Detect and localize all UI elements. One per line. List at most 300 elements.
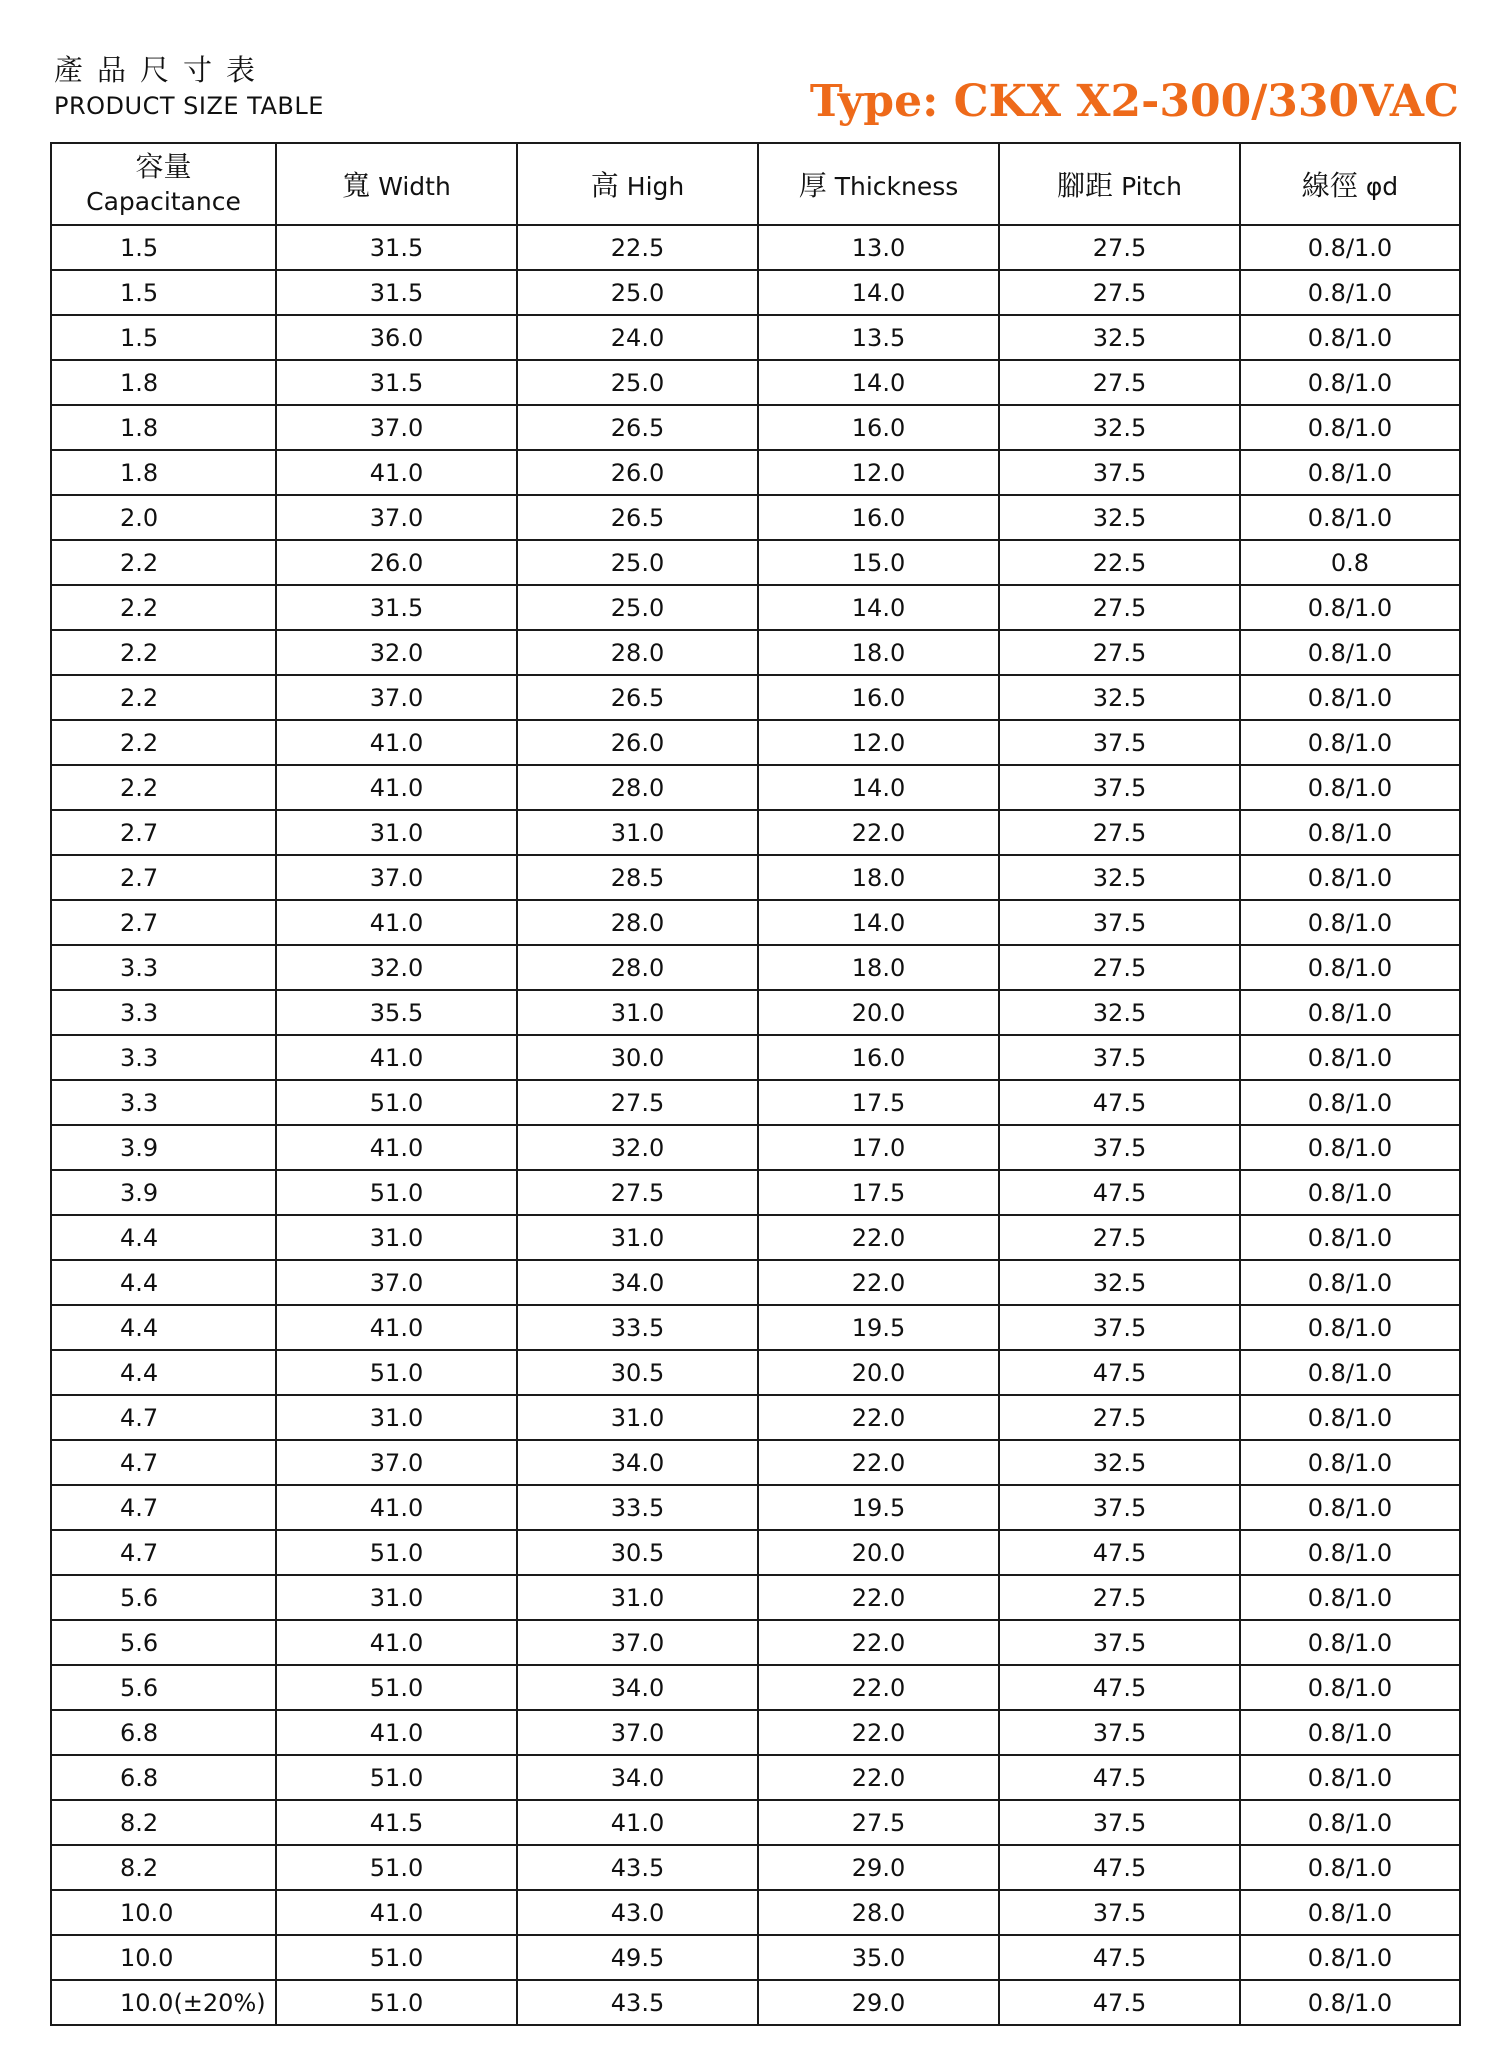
cell-width: 51.0 [276,1755,517,1800]
cell-thickness: 12.0 [758,720,999,765]
cell-thickness: 22.0 [758,810,999,855]
cell-wire-diameter: 0.8/1.0 [1240,1350,1460,1395]
cell-width: 51.0 [276,1530,517,1575]
cell-wire-diameter: 0.8/1.0 [1240,225,1460,270]
cell-wire-diameter: 0.8/1.0 [1240,1980,1460,2025]
product-size-table [50,142,1461,2026]
table-row [51,225,1460,270]
cell-capacitance: 6.8 [51,1755,276,1800]
cell-high: 34.0 [517,1755,758,1800]
cell-wire-diameter: 0.8 [1240,540,1460,585]
cell-pitch: 32.5 [999,1260,1240,1305]
cell-pitch: 27.5 [999,945,1240,990]
cell-width: 51.0 [276,1935,517,1980]
cell-width: 41.0 [276,450,517,495]
cell-thickness: 17.0 [758,1125,999,1170]
cell-pitch: 37.5 [999,900,1240,945]
cell-wire-diameter: 0.8/1.0 [1240,810,1460,855]
cell-width: 41.0 [276,900,517,945]
column-header-en: High [626,172,685,201]
column-header-en: Thickness [834,172,959,201]
cell-thickness: 20.0 [758,1350,999,1395]
cell-high: 43.5 [517,1980,758,2025]
cell-pitch: 27.5 [999,1395,1240,1440]
cell-width: 51.0 [276,1980,517,2025]
cell-wire-diameter: 0.8/1.0 [1240,1755,1460,1800]
cell-high: 30.0 [517,1035,758,1080]
cell-thickness: 14.0 [758,585,999,630]
cell-width: 41.0 [276,720,517,765]
cell-capacitance: 4.4 [51,1215,276,1260]
cell-width: 31.0 [276,810,517,855]
cell-thickness: 16.0 [758,675,999,720]
cell-width: 26.0 [276,540,517,585]
column-header-cn: 容量 [135,149,192,183]
cell-capacitance: 5.6 [51,1575,276,1620]
cell-capacitance: 1.5 [51,225,276,270]
column-header-en: φd [1365,172,1399,201]
cell-capacitance: 2.2 [51,630,276,675]
cell-wire-diameter: 0.8/1.0 [1240,1035,1460,1080]
cell-thickness: 22.0 [758,1620,999,1665]
cell-wire-diameter: 0.8/1.0 [1240,1935,1460,1980]
table-row [51,630,1460,675]
table-row [51,990,1460,1035]
cell-pitch: 47.5 [999,1530,1240,1575]
cell-wire-diameter: 0.8/1.0 [1240,1305,1460,1350]
cell-pitch: 47.5 [999,1845,1240,1890]
cell-high: 34.0 [517,1665,758,1710]
table-row [51,1845,1460,1890]
cell-wire-diameter: 0.8/1.0 [1240,270,1460,315]
cell-high: 37.0 [517,1620,758,1665]
cell-width: 37.0 [276,1260,517,1305]
cell-width: 51.0 [276,1845,517,1890]
cell-wire-diameter: 0.8/1.0 [1240,495,1460,540]
table-row [51,900,1460,945]
cell-wire-diameter: 0.8/1.0 [1240,675,1460,720]
cell-wire-diameter: 0.8/1.0 [1240,1125,1460,1170]
cell-capacitance: 1.8 [51,405,276,450]
table-row [51,405,1460,450]
column-header-en: Pitch [1121,172,1182,201]
table-row [51,1755,1460,1800]
cell-pitch: 47.5 [999,1665,1240,1710]
table-row [51,1800,1460,1845]
cell-wire-diameter: 0.8/1.0 [1240,1170,1460,1215]
cell-high: 31.0 [517,1215,758,1260]
cell-wire-diameter: 0.8/1.0 [1240,900,1460,945]
cell-pitch: 47.5 [999,1755,1240,1800]
table-body [51,225,1460,2025]
cell-high: 28.0 [517,630,758,675]
cell-thickness: 18.0 [758,855,999,900]
cell-thickness: 17.5 [758,1170,999,1215]
cell-pitch: 37.5 [999,450,1240,495]
cell-high: 33.5 [517,1305,758,1350]
cell-pitch: 37.5 [999,1620,1240,1665]
cell-thickness: 20.0 [758,990,999,1035]
cell-thickness: 22.0 [758,1395,999,1440]
cell-wire-diameter: 0.8/1.0 [1240,630,1460,675]
cell-high: 30.5 [517,1350,758,1395]
cell-width: 51.0 [276,1350,517,1395]
cell-high: 33.5 [517,1485,758,1530]
cell-high: 31.0 [517,1575,758,1620]
cell-width: 41.0 [276,1620,517,1665]
cell-capacitance: 10.0 [51,1935,276,1980]
cell-high: 28.5 [517,855,758,900]
cell-capacitance: 10.0(±20%) [51,1980,276,2025]
cell-high: 31.0 [517,990,758,1035]
cell-capacitance: 2.0 [51,495,276,540]
page-title-chinese: 產品尺寸表 [54,53,270,87]
table-row [51,450,1460,495]
column-header-cn: 高 [590,169,619,202]
cell-capacitance: 1.8 [51,450,276,495]
cell-width: 41.5 [276,1800,517,1845]
cell-high: 37.0 [517,1710,758,1755]
cell-pitch: 37.5 [999,1800,1240,1845]
cell-pitch: 47.5 [999,1170,1240,1215]
cell-capacitance: 4.7 [51,1440,276,1485]
table-row [51,1440,1460,1485]
column-header-cn: 厚 [798,169,827,202]
column-header-high [517,143,758,225]
cell-pitch: 32.5 [999,990,1240,1035]
cell-thickness: 22.0 [758,1575,999,1620]
cell-capacitance: 8.2 [51,1845,276,1890]
cell-pitch: 37.5 [999,1485,1240,1530]
table-row [51,1890,1460,1935]
cell-thickness: 12.0 [758,450,999,495]
cell-wire-diameter: 0.8/1.0 [1240,405,1460,450]
cell-pitch: 27.5 [999,810,1240,855]
cell-capacitance: 4.4 [51,1260,276,1305]
cell-capacitance: 6.8 [51,1710,276,1755]
cell-high: 34.0 [517,1440,758,1485]
cell-high: 25.0 [517,585,758,630]
cell-wire-diameter: 0.8/1.0 [1240,585,1460,630]
cell-capacitance: 3.3 [51,1080,276,1125]
cell-pitch: 47.5 [999,1980,1240,2025]
cell-thickness: 20.0 [758,1530,999,1575]
cell-wire-diameter: 0.8/1.0 [1240,1530,1460,1575]
cell-width: 31.5 [276,270,517,315]
table-row [51,765,1460,810]
cell-width: 51.0 [276,1080,517,1125]
cell-pitch: 27.5 [999,1215,1240,1260]
cell-wire-diameter: 0.8/1.0 [1240,315,1460,360]
cell-capacitance: 2.7 [51,900,276,945]
cell-high: 24.0 [517,315,758,360]
cell-capacitance: 10.0 [51,1890,276,1935]
cell-wire-diameter: 0.8/1.0 [1240,450,1460,495]
cell-high: 30.5 [517,1530,758,1575]
cell-pitch: 27.5 [999,630,1240,675]
cell-capacitance: 3.9 [51,1170,276,1215]
cell-high: 32.0 [517,1125,758,1170]
cell-wire-diameter: 0.8/1.0 [1240,1665,1460,1710]
cell-capacitance: 1.8 [51,360,276,405]
cell-thickness: 19.5 [758,1305,999,1350]
table-row [51,855,1460,900]
cell-pitch: 47.5 [999,1935,1240,1980]
cell-thickness: 14.0 [758,765,999,810]
cell-width: 41.0 [276,1305,517,1350]
cell-thickness: 14.0 [758,900,999,945]
cell-width: 41.0 [276,1890,517,1935]
cell-high: 31.0 [517,1395,758,1440]
table-row [51,495,1460,540]
cell-width: 51.0 [276,1665,517,1710]
cell-wire-diameter: 0.8/1.0 [1240,1575,1460,1620]
table-row [51,1260,1460,1305]
table-row [51,1305,1460,1350]
cell-wire-diameter: 0.8/1.0 [1240,1215,1460,1260]
cell-width: 35.5 [276,990,517,1035]
cell-capacitance: 2.2 [51,585,276,630]
cell-width: 41.0 [276,765,517,810]
table-row [51,720,1460,765]
cell-thickness: 17.5 [758,1080,999,1125]
table-row [51,270,1460,315]
cell-capacitance: 8.2 [51,1800,276,1845]
cell-width: 37.0 [276,495,517,540]
cell-width: 32.0 [276,630,517,675]
cell-width: 31.5 [276,585,517,630]
cell-capacitance: 3.3 [51,1035,276,1080]
table-row [51,1125,1460,1170]
cell-high: 26.0 [517,450,758,495]
cell-pitch: 32.5 [999,675,1240,720]
cell-high: 41.0 [517,1800,758,1845]
cell-pitch: 32.5 [999,495,1240,540]
column-header-en: Width [378,172,451,201]
cell-width: 31.5 [276,225,517,270]
cell-thickness: 22.0 [758,1710,999,1755]
page-title-english: PRODUCT SIZE TABLE [54,92,324,120]
cell-width: 51.0 [276,1170,517,1215]
cell-wire-diameter: 0.8/1.0 [1240,1890,1460,1935]
cell-wire-diameter: 0.8/1.0 [1240,1440,1460,1485]
cell-high: 49.5 [517,1935,758,1980]
cell-pitch: 37.5 [999,1890,1240,1935]
cell-thickness: 35.0 [758,1935,999,1980]
cell-width: 31.5 [276,360,517,405]
cell-wire-diameter: 0.8/1.0 [1240,990,1460,1035]
table-row [51,1080,1460,1125]
cell-thickness: 16.0 [758,495,999,540]
cell-wire-diameter: 0.8/1.0 [1240,1800,1460,1845]
cell-width: 37.0 [276,405,517,450]
cell-high: 25.0 [517,270,758,315]
cell-pitch: 47.5 [999,1350,1240,1395]
cell-capacitance: 4.4 [51,1305,276,1350]
column-header-cn: 腳距 [1057,169,1114,202]
cell-high: 28.0 [517,945,758,990]
cell-thickness: 18.0 [758,945,999,990]
cell-capacitance: 3.9 [51,1125,276,1170]
cell-high: 34.0 [517,1260,758,1305]
cell-capacitance: 1.5 [51,270,276,315]
cell-thickness: 29.0 [758,1845,999,1890]
table-row [51,1170,1460,1215]
cell-pitch: 32.5 [999,855,1240,900]
cell-high: 26.5 [517,675,758,720]
table-row [51,1935,1460,1980]
cell-capacitance: 5.6 [51,1665,276,1710]
column-header-thickness [758,143,999,225]
table-row [51,1485,1460,1530]
table-row [51,1710,1460,1755]
cell-wire-diameter: 0.8/1.0 [1240,1080,1460,1125]
cell-high: 27.5 [517,1170,758,1215]
cell-high: 28.0 [517,900,758,945]
cell-pitch: 22.5 [999,540,1240,585]
cell-width: 36.0 [276,315,517,360]
table-row [51,675,1460,720]
cell-high: 43.5 [517,1845,758,1890]
cell-high: 25.0 [517,540,758,585]
table-row [51,1980,1460,2025]
cell-capacitance: 2.2 [51,720,276,765]
cell-high: 26.0 [517,720,758,765]
table-row [51,360,1460,405]
cell-high: 26.5 [517,495,758,540]
cell-capacitance: 1.5 [51,315,276,360]
cell-width: 41.0 [276,1485,517,1530]
cell-thickness: 13.5 [758,315,999,360]
cell-width: 31.0 [276,1215,517,1260]
table-row [51,1035,1460,1080]
cell-wire-diameter: 0.8/1.0 [1240,1260,1460,1305]
cell-capacitance: 2.2 [51,675,276,720]
cell-thickness: 22.0 [758,1755,999,1800]
cell-thickness: 14.0 [758,270,999,315]
table-row [51,1530,1460,1575]
cell-thickness: 19.5 [758,1485,999,1530]
cell-capacitance: 4.4 [51,1350,276,1395]
cell-capacitance: 5.6 [51,1620,276,1665]
table-row [51,1575,1460,1620]
cell-pitch: 32.5 [999,1440,1240,1485]
cell-width: 41.0 [276,1710,517,1755]
cell-thickness: 15.0 [758,540,999,585]
cell-capacitance: 4.7 [51,1530,276,1575]
cell-pitch: 27.5 [999,360,1240,405]
table-header-row [51,143,1460,225]
cell-capacitance: 4.7 [51,1395,276,1440]
cell-capacitance: 4.7 [51,1485,276,1530]
cell-pitch: 37.5 [999,1125,1240,1170]
cell-wire-diameter: 0.8/1.0 [1240,1620,1460,1665]
column-header-cn: 線徑 [1301,169,1358,202]
cell-wire-diameter: 0.8/1.0 [1240,1845,1460,1890]
cell-width: 31.0 [276,1395,517,1440]
column-header-cn: 寬 [342,169,371,202]
product-type-label: Type: CKX X2-300/330VAC [809,76,1459,127]
cell-capacitance: 2.7 [51,855,276,900]
table-row [51,1215,1460,1260]
cell-thickness: 27.5 [758,1800,999,1845]
cell-thickness: 13.0 [758,225,999,270]
cell-wire-diameter: 0.8/1.0 [1240,945,1460,990]
cell-wire-diameter: 0.8/1.0 [1240,1485,1460,1530]
cell-width: 37.0 [276,1440,517,1485]
cell-width: 32.0 [276,945,517,990]
cell-wire-diameter: 0.8/1.0 [1240,720,1460,765]
column-header-en: Capacitance [86,186,241,216]
cell-wire-diameter: 0.8/1.0 [1240,765,1460,810]
cell-thickness: 29.0 [758,1980,999,2025]
cell-thickness: 22.0 [758,1665,999,1710]
column-header-wire-diameter [1240,143,1460,225]
cell-width: 37.0 [276,855,517,900]
table-row [51,585,1460,630]
cell-wire-diameter: 0.8/1.0 [1240,855,1460,900]
cell-high: 27.5 [517,1080,758,1125]
cell-pitch: 37.5 [999,1305,1240,1350]
cell-pitch: 37.5 [999,765,1240,810]
column-header-pitch [999,143,1240,225]
cell-thickness: 22.0 [758,1260,999,1305]
cell-pitch: 37.5 [999,720,1240,765]
cell-high: 31.0 [517,810,758,855]
table-row [51,810,1460,855]
cell-width: 31.0 [276,1575,517,1620]
cell-wire-diameter: 0.8/1.0 [1240,360,1460,405]
cell-wire-diameter: 0.8/1.0 [1240,1710,1460,1755]
table-row [51,315,1460,360]
table-row [51,1620,1460,1665]
cell-pitch: 37.5 [999,1710,1240,1755]
table-row [51,1350,1460,1395]
cell-thickness: 28.0 [758,1890,999,1935]
column-header-capacitance [51,143,276,225]
cell-pitch: 27.5 [999,270,1240,315]
cell-thickness: 16.0 [758,1035,999,1080]
cell-wire-diameter: 0.8/1.0 [1240,1395,1460,1440]
cell-thickness: 14.0 [758,360,999,405]
cell-high: 43.0 [517,1890,758,1935]
cell-pitch: 37.5 [999,1035,1240,1080]
column-header-width [276,143,517,225]
cell-width: 41.0 [276,1125,517,1170]
cell-high: 25.0 [517,360,758,405]
table-row [51,1665,1460,1710]
cell-pitch: 47.5 [999,1080,1240,1125]
cell-high: 22.5 [517,225,758,270]
cell-thickness: 22.0 [758,1215,999,1260]
cell-high: 26.5 [517,405,758,450]
cell-thickness: 22.0 [758,1440,999,1485]
cell-pitch: 27.5 [999,1575,1240,1620]
cell-pitch: 27.5 [999,225,1240,270]
cell-thickness: 18.0 [758,630,999,675]
cell-pitch: 27.5 [999,585,1240,630]
table-row [51,540,1460,585]
cell-high: 28.0 [517,765,758,810]
table-row [51,1395,1460,1440]
cell-capacitance: 2.7 [51,810,276,855]
cell-capacitance: 2.2 [51,540,276,585]
cell-capacitance: 3.3 [51,990,276,1035]
cell-pitch: 32.5 [999,315,1240,360]
cell-thickness: 16.0 [758,405,999,450]
cell-capacitance: 3.3 [51,945,276,990]
cell-width: 41.0 [276,1035,517,1080]
